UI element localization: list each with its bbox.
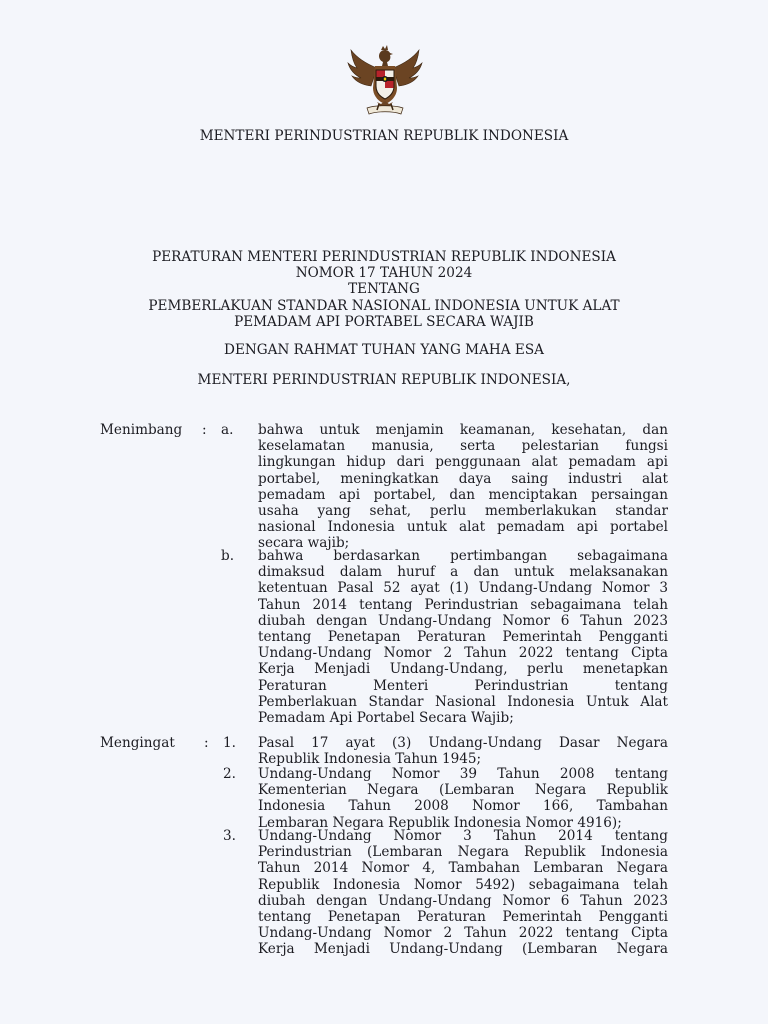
text-line: Perindustrian (Lembaran Negara Republik Indonesia xyxy=(258,844,668,861)
section-label: Mengingat xyxy=(100,735,175,751)
item-marker: 2. xyxy=(223,766,236,782)
item-marker: 1. xyxy=(223,735,236,751)
text-line: lingkungan hidup dari penggunaan alat pemadam api xyxy=(258,454,668,471)
item-text xyxy=(258,548,668,726)
text-line: usaha yang sehat, perlu memberlakukan standar xyxy=(258,502,668,519)
text-line: Indonesia Tahun 2008 Nomor 166, Tambahan xyxy=(258,798,668,815)
ministry-heading: MENTERI PERINDUSTRIAN REPUBLIK INDONESIA xyxy=(199,128,569,144)
text-line: Pemadam Api Portabel Secara Wajib; xyxy=(258,709,514,726)
text-line: Peraturan Menteri Perindustrian tentang xyxy=(258,677,668,694)
text-line: keselamatan manusia, serta pelestarian fungsi xyxy=(258,438,668,455)
item-text xyxy=(258,766,668,831)
text-line: Pasal 17 ayat (3) Undang-Undang Dasar Negara xyxy=(258,735,668,751)
section-label: Menimbang xyxy=(100,422,183,438)
title-line: PEMBERLAKUAN STANDAR NASIONAL INDONESIA UNTUK ALAT xyxy=(148,297,620,314)
text-line: bahwa berdasarkan pertimbangan sebagaimana xyxy=(258,548,668,564)
item-marker: b. xyxy=(221,548,235,564)
section-colon: : xyxy=(202,422,207,438)
preamble-menteri: MENTERI PERINDUSTRIAN REPUBLIK INDONESIA, xyxy=(197,372,571,388)
garuda-emblem-icon xyxy=(343,44,427,120)
text-line: bahwa untuk menjamin keamanan, kesehatan, dan xyxy=(258,422,668,438)
text-line: portabel, meningkatkan daya saing industri alat xyxy=(258,470,668,487)
text-line: pemadam api portabel, dan menciptakan persaingan xyxy=(258,486,668,503)
text-line: Kementerian Negara (Lembaran Negara Republik xyxy=(258,782,668,799)
item-marker: 3. xyxy=(223,828,236,844)
text-line: Undang-Undang Nomor 2 Tahun 2022 tentang Cipta xyxy=(258,925,668,942)
text-line: nasional Indonesia untuk alat pemadam api portabel xyxy=(258,519,668,536)
item-marker: a. xyxy=(221,422,234,438)
title-line: PERATURAN MENTERI PERINDUSTRIAN REPUBLIK INDONESIA xyxy=(152,249,616,265)
section-colon: : xyxy=(204,735,209,751)
text-line: dimaksud dalam huruf a dan untuk melaksanakan xyxy=(258,564,668,581)
text-line: Kerja Menjadi Undang-Undang, perlu menetapkan xyxy=(258,661,668,678)
title-line: PEMADAM API PORTABEL SECARA WAJIB xyxy=(234,313,534,330)
text-line: Undang-Undang Nomor 2 Tahun 2022 tentang Cipta xyxy=(258,645,668,662)
text-line: Tahun 2014 tentang Perindustrian sebagaimana telah xyxy=(258,596,668,613)
text-line: diubah dengan Undang-Undang Nomor 6 Tahun 2023 xyxy=(258,892,668,909)
title-line: NOMOR 17 TAHUN 2024 xyxy=(295,265,473,282)
text-line: Republik Indonesia Nomor 5492) sebagaimana telah xyxy=(258,876,668,893)
text-line: Pemberlakuan Standar Nasional Indonesia Untuk Alat xyxy=(258,693,668,710)
text-line: diubah dengan Undang-Undang Nomor 6 Tahun 2023 xyxy=(258,612,668,629)
text-line: Kerja Menjadi Undang-Undang (Lembaran Negara xyxy=(258,941,668,958)
text-line: Tahun 2014 Nomor 4, Tambahan Lembaran Negara xyxy=(258,860,668,877)
preamble-rahmat: DENGAN RAHMAT TUHAN YANG MAHA ESA xyxy=(224,342,544,358)
item-text xyxy=(258,422,668,552)
text-line: ketentuan Pasal 52 ayat (1) Undang-Undang Nomor 3 xyxy=(258,580,668,597)
text-line: Republik Indonesia Tahun 1945; xyxy=(258,751,482,768)
regulation-title xyxy=(0,249,768,330)
text-line: secara wajib; xyxy=(258,535,350,552)
text-line: tentang Penetapan Peraturan Pemerintah Pengganti xyxy=(258,908,668,925)
text-line: Lembaran Negara Republik Indonesia Nomor 4916); xyxy=(258,814,622,831)
item-text xyxy=(258,735,668,767)
text-line: Undang-Undang Nomor 39 Tahun 2008 tentang xyxy=(258,766,668,782)
text-line: Undang-Undang Nomor 3 Tahun 2014 tentang xyxy=(258,828,668,844)
text-line: tentang Penetapan Peraturan Pemerintah Pengganti xyxy=(258,628,668,645)
title-line: TENTANG xyxy=(348,281,420,298)
item-text xyxy=(258,828,668,958)
